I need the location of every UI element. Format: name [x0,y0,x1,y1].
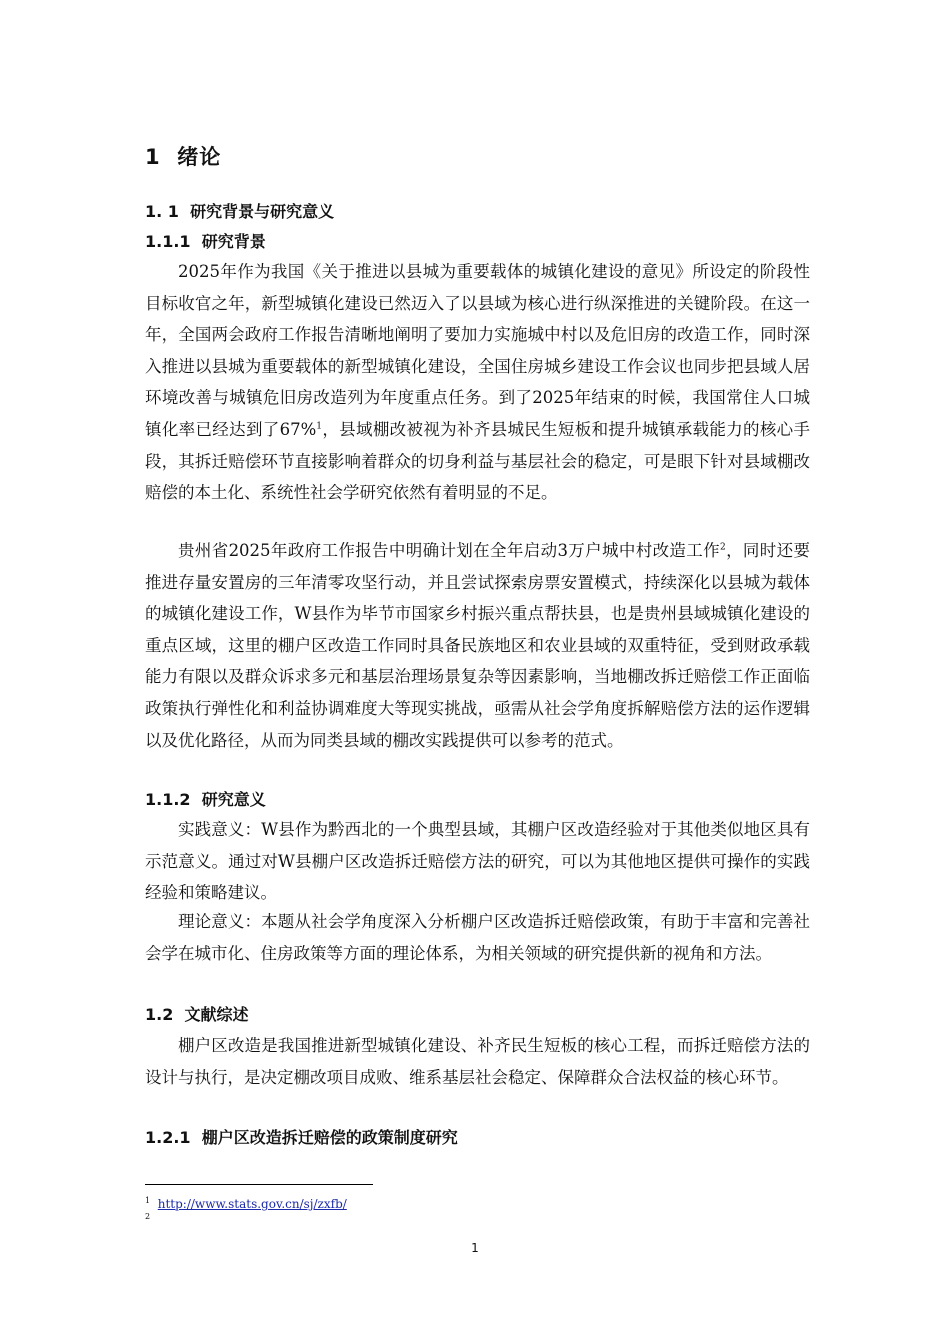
paragraph-text: ，县域棚改被视为补齐县城民生短板和提升城镇承载能力的核心手段，其拆迁赔偿环节直接影响着群众的切身利益与基层社会的稳定，可是眼下针对县域棚改赔偿的本土化、系统性社会学研究依然有着明显的不足。 [145,419,810,503]
footnote-separator [145,1184,373,1185]
page-number: 1 [471,1241,479,1255]
paragraph-theoretical-significance: 理论意义：本题从社会学角度深入分析棚户区改造拆迁赔偿政策，有助于丰富和完善社会学在城市化、住房政策等方面的理论体系，为相关领域的研究提供新的视角和方法。 [145,912,810,963]
chapter-number: 1 [145,145,161,169]
paragraph-text: 2025年作为我国《关于推进以县城为重要载体的城镇化建设的意见》所设定的阶段性目标收官之年，新型城镇化建设已然迈入了以县域为核心进行纵深推进的关键阶段。在这一年，全国两会政府工作报告清晰地阐明了要加力实施城中村以及危旧房的改造工作，同时深入推进以县城为重要载体的新型城镇化建设，全国住房城乡建设工作会议也同步把县域人居环境改善与城镇危旧房改造列为年度重点任务。到了2025年结束的时候，我国常住人口城镇化率已经达到了67% [145,262,810,439]
paragraph-text: 贵州省2025年政府工作报告中明确计划在全年启动3万户城中村改造工作 [178,541,720,560]
section-number: 1.2 [145,1005,174,1024]
section-title: 研究背景 [201,232,266,251]
section-heading-1-1-1 [145,232,266,252]
chapter-title: 绪论 [177,145,222,169]
footnote-2 [145,1210,150,1227]
section-heading-1-2 [145,1005,249,1025]
paragraph-background-1 [145,256,810,509]
section-title: 研究意义 [201,790,266,809]
section-heading-1-1 [145,202,334,222]
footnote-ref-1[interactable]: 1 [316,421,323,432]
chapter-heading [145,141,221,171]
section-number: 1.1.1 [145,232,191,251]
section-title: 文献综述 [184,1005,249,1024]
footnote-mark: 2 [145,1212,151,1221]
paragraph-text: ，同时还要推进存量安置房的三年清零攻坚行动，并且尝试探索房票安置模式，持续深化以县城为载体的城镇化建设工作，W县作为毕节市国家乡村振兴重点帮扶县，也是贵州县域城镇化建设的重点区域，这里的棚户区改造工作同时具备民族地区和农业县域的双重特征，受到财政承载能力有限以及群众诉求多元和基层治理场景复杂等因素影响，当地棚改拆迁赔偿工作正面临政策执行弹性化和利益协调难度大等现实挑战，亟需从社会学角度拆解赔偿方法的运作逻辑以及优化路径，从而为同类县域的棚改实践提供可以参考的范式。 [145,541,810,750]
paragraph-literature-review: 棚户区改造是我国推进新型城镇化建设、补齐民生短板的核心工程，而拆迁赔偿方法的设计与执行，是决定棚改项目成败、维系基层社会稳定、保障群众合法权益的核心环节。 [145,1036,810,1087]
footnote-1 [145,1194,347,1211]
paragraph-background-2 [145,535,810,756]
section-number: 1.1.2 [145,790,191,809]
section-heading-1-1-2 [145,790,266,810]
footnote-link[interactable]: http://www.stats.gov.cn/sj/zxfb/ [157,1197,347,1211]
section-title: 研究背景与研究意义 [190,202,335,221]
paragraph-practical-significance: 实践意义：W县作为黔西北的一个典型县域，其棚户区改造经验对于其他类似地区具有示范意义。通过对W县棚户区改造拆迁赔偿方法的研究，可以为其他地区提供可操作的实践经验和策略建议。 [145,820,810,903]
section-number: 1. 1 [145,202,179,221]
section-number: 1.2.1 [145,1128,191,1147]
section-heading-1-2-1 [145,1128,458,1148]
footnote-ref-2[interactable]: 2 [719,542,726,553]
section-title: 棚户区改造拆迁赔偿的政策制度研究 [201,1128,458,1147]
footnote-mark: 1 [145,1196,151,1205]
